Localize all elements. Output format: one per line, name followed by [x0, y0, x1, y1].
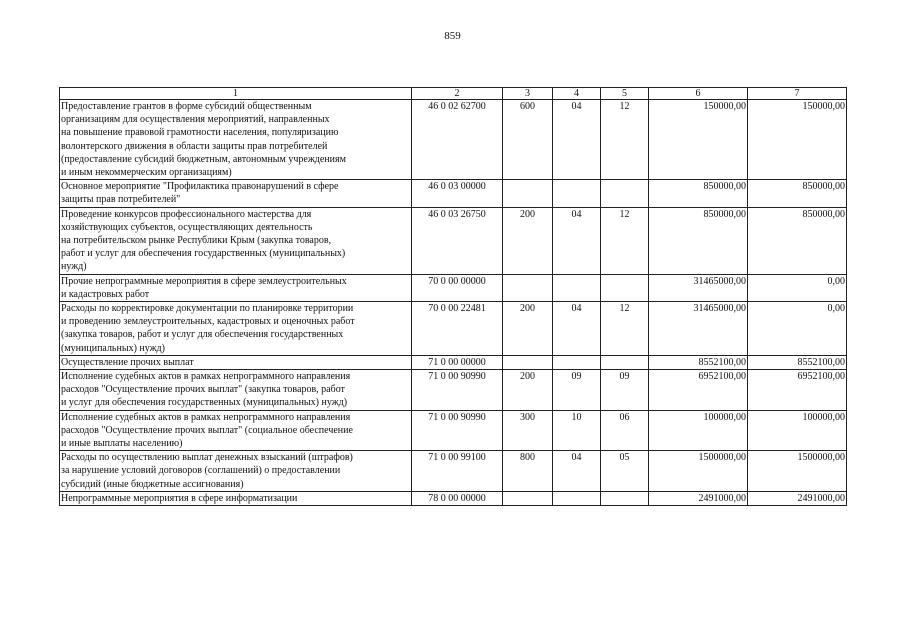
subsection-cell: 12 — [601, 100, 649, 180]
expense-type-cell — [503, 274, 553, 301]
expense-name-cell: Расходы по корректировке документации по планировке территории и проведению землеустроительных, кадастровых и оценочных работ (закупка товаров, работ и услуг для обеспечения государственных (муниципальных) нужд) — [60, 302, 412, 356]
table-row — [60, 451, 847, 492]
table-row — [60, 100, 847, 180]
subsection-cell — [601, 180, 649, 207]
amount-col7-cell: 2491000,00 — [748, 491, 847, 505]
section-cell: 04 — [553, 302, 601, 356]
expense-name-cell: Предоставление грантов в форме субсидий общественным организациям для осуществления мероприятий, направленных на повышение правовой грамотности населения, популяризацию волонтерского движения в области защиты прав потребителей (предоставление субсидий бюджетным, автономным учреждениям и иным некоммерческим организациям) — [60, 100, 412, 180]
table-body — [60, 100, 847, 506]
section-cell — [553, 491, 601, 505]
amount-col6-cell: 850000,00 — [649, 207, 748, 274]
target-code-cell: 46 0 03 00000 — [412, 180, 503, 207]
amount-col6-cell: 8552100,00 — [649, 355, 748, 369]
table-row — [60, 180, 847, 207]
amount-col6-cell: 31465000,00 — [649, 274, 748, 301]
section-cell: 04 — [553, 207, 601, 274]
amount-col7-cell: 150000,00 — [748, 100, 847, 180]
expense-name-cell: Непрограммные мероприятия в сфере информатизации — [60, 491, 412, 505]
expense-name-cell: Осуществление прочих выплат — [60, 355, 412, 369]
section-cell: 04 — [553, 100, 601, 180]
expense-type-cell: 200 — [503, 302, 553, 356]
target-code-cell: 70 0 00 00000 — [412, 274, 503, 301]
amount-col7-cell: 100000,00 — [748, 410, 847, 451]
column-header-6: 6 — [649, 88, 748, 100]
amount-col6-cell: 150000,00 — [649, 100, 748, 180]
amount-col6-cell: 850000,00 — [649, 180, 748, 207]
expense-type-cell: 600 — [503, 100, 553, 180]
amount-col7-cell: 0,00 — [748, 302, 847, 356]
amount-col6-cell: 1500000,00 — [649, 451, 748, 492]
column-header-3: 3 — [503, 88, 553, 100]
expense-name-cell: Исполнение судебных актов в рамках непрограммного направления расходов "Осуществление прочих выплат" (закупка товаров, работ и услуг для обеспечения государственных (муниципальных) нужд) — [60, 370, 412, 411]
target-code-cell: 71 0 00 00000 — [412, 355, 503, 369]
expense-type-cell — [503, 355, 553, 369]
expense-type-cell: 800 — [503, 451, 553, 492]
table-row — [60, 370, 847, 411]
column-header-1: 1 — [60, 88, 412, 100]
target-code-cell: 46 0 03 26750 — [412, 207, 503, 274]
amount-col7-cell: 850000,00 — [748, 207, 847, 274]
target-code-cell: 78 0 00 00000 — [412, 491, 503, 505]
amount-col7-cell: 1500000,00 — [748, 451, 847, 492]
table-row — [60, 410, 847, 451]
subsection-cell: 05 — [601, 451, 649, 492]
table-row — [60, 355, 847, 369]
section-cell — [553, 274, 601, 301]
column-header-5: 5 — [601, 88, 649, 100]
target-code-cell: 46 0 02 62700 — [412, 100, 503, 180]
subsection-cell: 12 — [601, 207, 649, 274]
subsection-cell — [601, 355, 649, 369]
subsection-cell: 06 — [601, 410, 649, 451]
column-header-2: 2 — [412, 88, 503, 100]
target-code-cell: 71 0 00 99100 — [412, 451, 503, 492]
expense-type-cell — [503, 180, 553, 207]
section-cell — [553, 355, 601, 369]
header-row — [60, 88, 847, 100]
column-header-7: 7 — [748, 88, 847, 100]
amount-col6-cell: 100000,00 — [649, 410, 748, 451]
target-code-cell: 70 0 00 22481 — [412, 302, 503, 356]
amount-col7-cell: 6952100,00 — [748, 370, 847, 411]
amount-col6-cell: 31465000,00 — [649, 302, 748, 356]
expense-type-cell: 200 — [503, 370, 553, 411]
section-cell: 10 — [553, 410, 601, 451]
target-code-cell: 71 0 00 90990 — [412, 410, 503, 451]
page-number: 859 — [444, 30, 461, 42]
table-row — [60, 274, 847, 301]
expense-name-cell: Расходы по осуществлению выплат денежных взысканий (штрафов) за нарушение условий договоров (соглашений) о предоставлении субсидий (иные бюджетные ассигнования) — [60, 451, 412, 492]
column-header-4: 4 — [553, 88, 601, 100]
expense-name-cell: Исполнение судебных актов в рамках непрограммного направления расходов "Осуществление прочих выплат" (социальное обеспечение и иные выплаты населению) — [60, 410, 412, 451]
subsection-cell — [601, 274, 649, 301]
section-cell — [553, 180, 601, 207]
expense-name-cell: Прочие непрограммные мероприятия в сфере землеустроительных и кадастровых работ — [60, 274, 412, 301]
subsection-cell: 09 — [601, 370, 649, 411]
target-code-cell: 71 0 00 90990 — [412, 370, 503, 411]
table-row — [60, 302, 847, 356]
expense-type-cell: 300 — [503, 410, 553, 451]
table-row — [60, 207, 847, 274]
subsection-cell: 12 — [601, 302, 649, 356]
amount-col7-cell: 0,00 — [748, 274, 847, 301]
amount-col7-cell: 8552100,00 — [748, 355, 847, 369]
expense-type-cell: 200 — [503, 207, 553, 274]
section-cell: 09 — [553, 370, 601, 411]
table-header — [60, 88, 847, 100]
subsection-cell — [601, 491, 649, 505]
table-row — [60, 491, 847, 505]
amount-col7-cell: 850000,00 — [748, 180, 847, 207]
budget-table — [59, 87, 847, 506]
expense-name-cell: Основное мероприятие "Профилактика правонарушений в сфере защиты прав потребителей" — [60, 180, 412, 207]
expense-name-cell: Проведение конкурсов профессионального мастерства для хозяйствующих субъектов, осуществляющих деятельность на потребительском рынке Республики Крым (закупка товаров, работ и услуг для обеспечения государственных (муниципальных) нужд) — [60, 207, 412, 274]
section-cell: 04 — [553, 451, 601, 492]
amount-col6-cell: 2491000,00 — [649, 491, 748, 505]
expense-type-cell — [503, 491, 553, 505]
amount-col6-cell: 6952100,00 — [649, 370, 748, 411]
